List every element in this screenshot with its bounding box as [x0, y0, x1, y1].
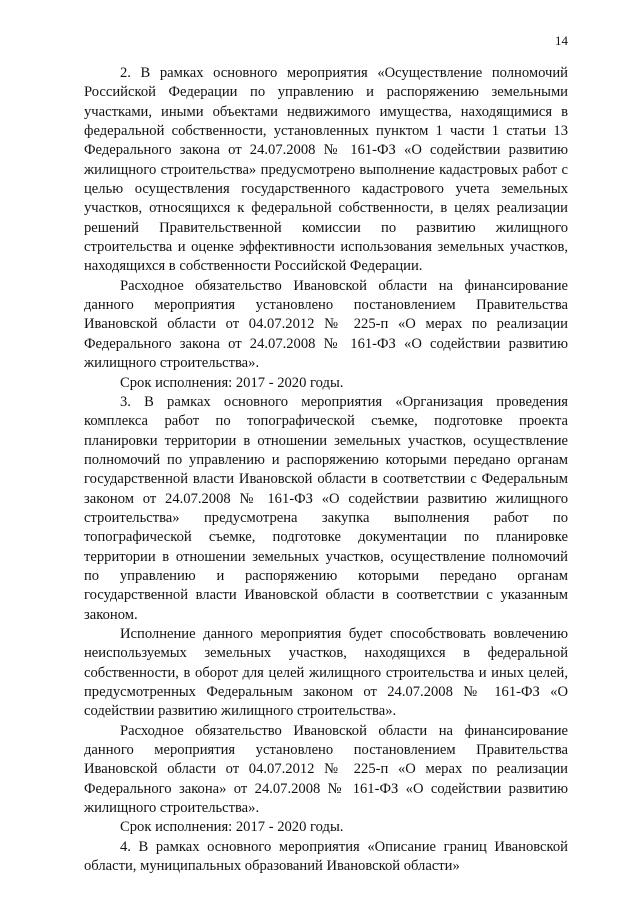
paragraph-deadline-1: Срок исполнения: 2017 - 2020 годы. [120, 374, 344, 391]
paragraph-item-4-borders: 4. В рамках основного мероприятия «Описание границ Ивановской области, муниципальных образований Ивановской области» [84, 838, 568, 875]
paragraph-item-3-topographic-survey: 3. В рамках основного мероприятия «Организация проведения комплекса работ по топографической съемке, подготовке проекта планировки территории в отношении земельных участков, осуществление полномочий по управлению и распоряжению которыми передано органам государственной власти Ивановской области в соответствии с Федеральным законом от 24.07.2008 № 161-ФЗ «О содействии развитию жилищного строительства» предусмотрена закупка выполнения работ по топографической съемке, подготовке документации по планировке территории в отношении земельных участков, осуществление полномочий по управлению и распоряжению которыми передано органам государственной власти Ивановской области в соответствии с указанным законом. [84, 393, 568, 623]
document-body [84, 64, 568, 876]
paragraph-financing-obligation-1: Расходное обязательство Ивановской области на финансирование данного мероприятия установлено постановлением Правительства Ивановской области от 04.07.2012 № 225-п «О мерах по реализации Федерального закона от 24.07.2008 № 161-ФЗ «О содействии развитию жилищного строительства». [84, 277, 568, 372]
paragraph-item-2-cadastral-works: 2. В рамках основного мероприятия «Осуществление полномочий Российской Федерации по управлению и распоряжению земельными участками, иными объектами недвижимого имущества, находящимися в федеральной собственности, установленных пунктом 1 части 1 статьи 13 Федерального закона от 24.07.2008 № 161-ФЗ «О содействии развитию жилищного строительства» предусмотрено выполнение кадастровых работ с целью осуществления государственного кадастрового учета земельных участков, относящихся к федеральной собственности, в целях реализации решений Правительственной комиссии по развитию жилищного строительства и оценке эффективности использования земельных участков, находящихся в собственности Российской Федерации. [84, 65, 568, 275]
page-number: 14 [555, 33, 568, 48]
paragraph-financing-obligation-2: Расходное обязательство Ивановской области на финансирование данного мероприятия установлено постановлением Правительства Ивановской области от 04.07.2012 № 225-п «О мерах по реализации Федерального закона» от 24.07.2008 № 161-ФЗ «О содействии развитию жилищного строительства». [84, 722, 568, 817]
paragraph-deadline-2: Срок исполнения: 2017 - 2020 годы. [120, 819, 344, 836]
paragraph-implementation-effect: Исполнение данного мероприятия будет способствовать вовлечению неиспользуемых земельных участков, находящихся в федеральной собственности, в оборот для целей жилищного строительства и иных целей, предусмотренных Федеральным законом от 24.07.2008 № 161-ФЗ «О содействии развитию жилищного строительства». [84, 625, 568, 720]
